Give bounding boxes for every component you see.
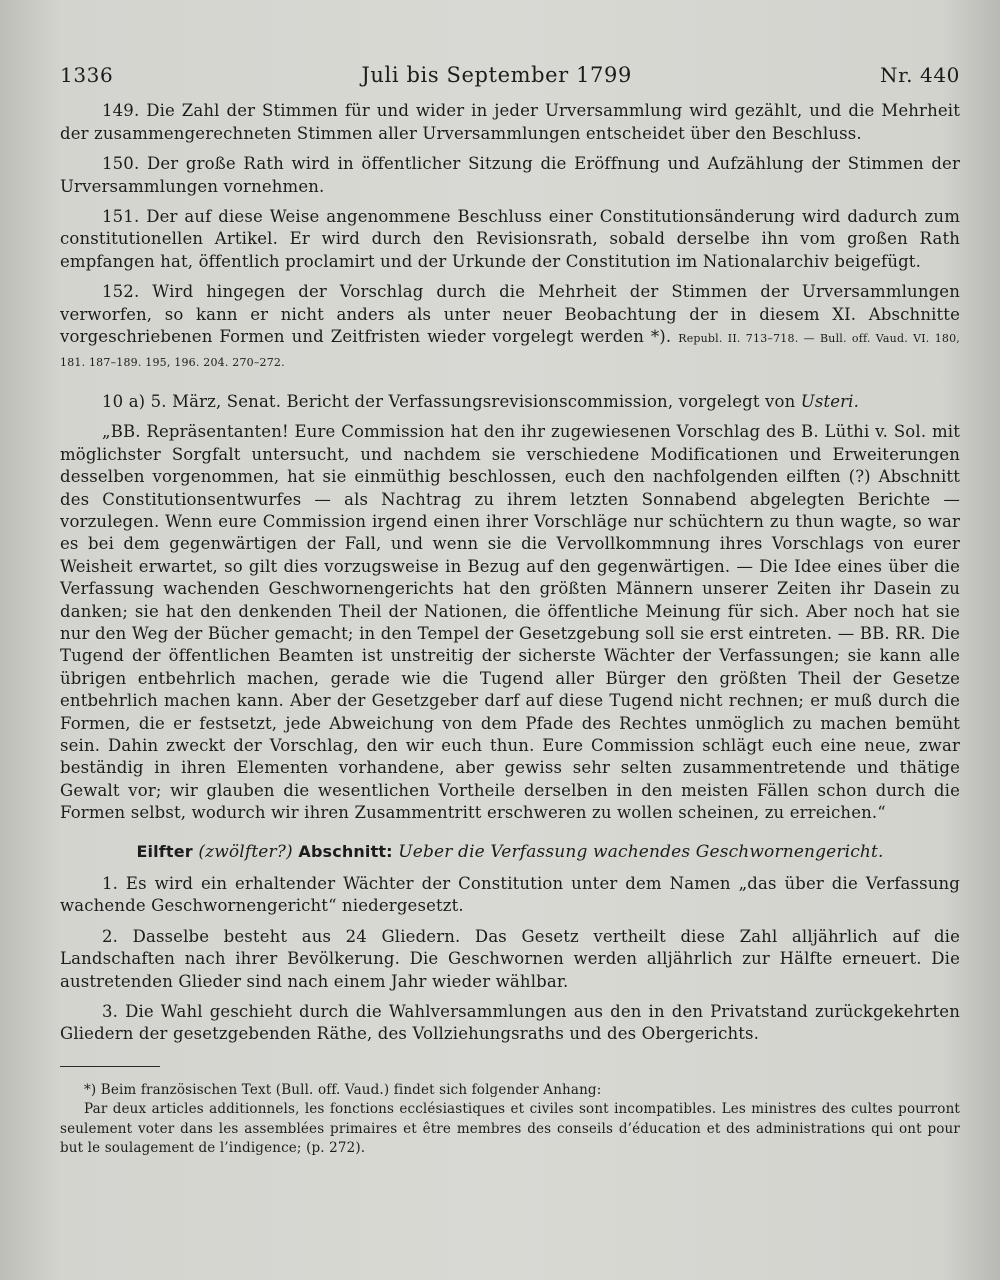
paragraph-150: 150. Der große Rath wird in öffentlicher Sitzung die Eröffnung und Aufzählung der Stimmen der Urversammlungen vornehmen. xyxy=(60,154,960,196)
text-column xyxy=(60,64,960,1159)
source-reference: Republ. II. 713–718. — Bull. off. Vaud. VI. 180, 181. 187–189. 195, 196. 204. 270–272. xyxy=(60,332,960,370)
paragraph-149: 149. Die Zahl der Stimmen für und wider in jeder Urversammlung wird gezählt, und die Mehrheit der zusammengerechneten Stimmen aller Urversammlungen entscheidet über den Beschluss. xyxy=(60,101,960,143)
commission-report-quote: „BB. Repräsentanten! Eure Commission hat den ihr zugewiesenen Vorschlag des B. Lüthi v. Sol. mit möglichster Sorgfalt untersucht, und nachdem sie verschiedene Modificationen und Erweiterungen desselben vorgenommen, hat sie einmüthig beschlossen, euch den nachfolgenden eilften (?) Abschnitt des Constitutionsentwurfes — als Nachtrag zu ihrem letzten Sonnabend abgelegten Berichte — vorzulegen. Wenn eure Commission irgend einen ihrer Vorschläge nur schüchtern zu thun wagte, so war es bei dem gegenwärtigen der Fall, und wenn sie die Vervollkommnung ihres Vorschlags von eurer Weisheit erwartet, so gilt dies vorzugsweise in Bezug auf den gegenwärtigen. — Die Idee eines über die Verfassung wachenden Geschwornengerichts hat den größten Männern unserer Zeiten ihr Dasein zu danken; sie hat den denkenden Theil der Nationen, die öffentliche Meinung für sich. Aber noch hat sie nur den Weg der Bücher gemacht; in den Tempel der Gesetzgebung soll sie erst eintreten. — BB. RR. Die Tugend der öffentlichen Beamten ist unstreitig der sicherste Wächter der Verfassungen; sie kann alle übrigen entbehrlich machen, gerade wie die Tugend aller Bürger den größten Theil der Gesetze entbehrlich machen kann. Aber der Gesetzgeber darf auf diese Tugend nicht rechnen; er muß durch die Formen, die er festsetzt, jede Abweichung von dem Pfade des Rechtes unmöglich zu machen bemüht sein. Dahin zweckt der Vorschlag, den wir euch thun. Eure Commission schlägt euch eine neue, zwar beständig in ihren Elementen vorhandene, aber gewiss sehr selten zusammentretende und thätige Gewalt vor; wir glauben die wesentlichen Vortheile derselben in den meisten Fällen schon durch die Formen selbst, wodurch wir ihren Zusammentritt erschweren zu wollen scheinen, zu erreichen.“ xyxy=(60,422,960,823)
entry-10a-author: Usteri. xyxy=(800,391,860,411)
section-heading-title: Ueber die Verfassung wachendes Geschwornengericht. xyxy=(398,841,884,862)
footnote xyxy=(60,1081,960,1159)
article-3: 3. Die Wahl geschieht durch die Wahlversammlungen aus den in den Privatstand zurückgekehrten Gliedern der gesetzgebenden Räthe, des Vollziehungsraths und des Obergerichts. xyxy=(60,1002,960,1044)
paragraph-152-text: 152. Wird hingegen der Vorschlag durch die Mehrheit der Stimmen der Urversammlungen verworfen, so kann er nicht anders als unter neuer Beobachtung der in diesem XI. Abschnitte vorgeschriebenen Formen und Zeitfristen wieder vorgelegt werden *). xyxy=(60,282,960,347)
entry-10a-text: 10 a) 5. März, Senat. Bericht der Verfassungsrevisionscommission, vorgelegt von xyxy=(102,391,801,411)
running-title: Juli bis September 1799 xyxy=(361,63,632,87)
section-heading-qualifier: (zwölfter?) xyxy=(198,841,293,862)
page-number: 1336 xyxy=(60,63,114,87)
entry-10a xyxy=(60,391,960,413)
section-heading xyxy=(60,841,960,863)
section-heading-label: Eilfter xyxy=(136,841,193,861)
article-1: 1. Es wird ein erhaltender Wächter der Constitution unter dem Namen „das über die Verfassung wachende Geschwornengericht“ niedergesetzt. xyxy=(60,874,960,916)
footnote-intro: *) Beim französischen Text (Bull. off. Vaud.) findet sich folgender Anhang: xyxy=(84,1081,602,1098)
section-heading-word: Abschnitt: xyxy=(298,841,393,861)
paragraph-151: 151. Der auf diese Weise angenommene Beschluss einer Constitutionsänderung wird dadurch zum constitutionellen Artikel. Er wird durch den Revisionsrath, sobald derselbe ihn vom großen Rath empfangen hat, öffentlich proclamirt und der Urkunde der Constitution im Nationalarchiv beigefügt. xyxy=(60,207,960,271)
article-2: 2. Dasselbe besteht aus 24 Gliedern. Das Gesetz vertheilt diese Zahl alljährlich auf die Landschaften nach ihrer Bevölkerung. Die Geschwornen werden alljährlich zur Hälfte erneuert. Die austretenden Glieder sind nach einem Jahr wieder wählbar. xyxy=(60,926,960,991)
document-number: Nr. 440 xyxy=(880,63,960,87)
footnote-divider xyxy=(60,1066,160,1067)
paragraph-152 xyxy=(60,281,960,375)
footnote-text: Par deux articles additionnels, les fonctions ecclésiastiques et civiles sont incompatibles. Les ministres des cultes pourront seulement voter dans les assemblées primaires et être membres des conseils d’éducation et des administrations qui ont pour but le soulagement de l’indigence; (p. 272). xyxy=(60,1101,960,1157)
running-header xyxy=(60,64,960,86)
